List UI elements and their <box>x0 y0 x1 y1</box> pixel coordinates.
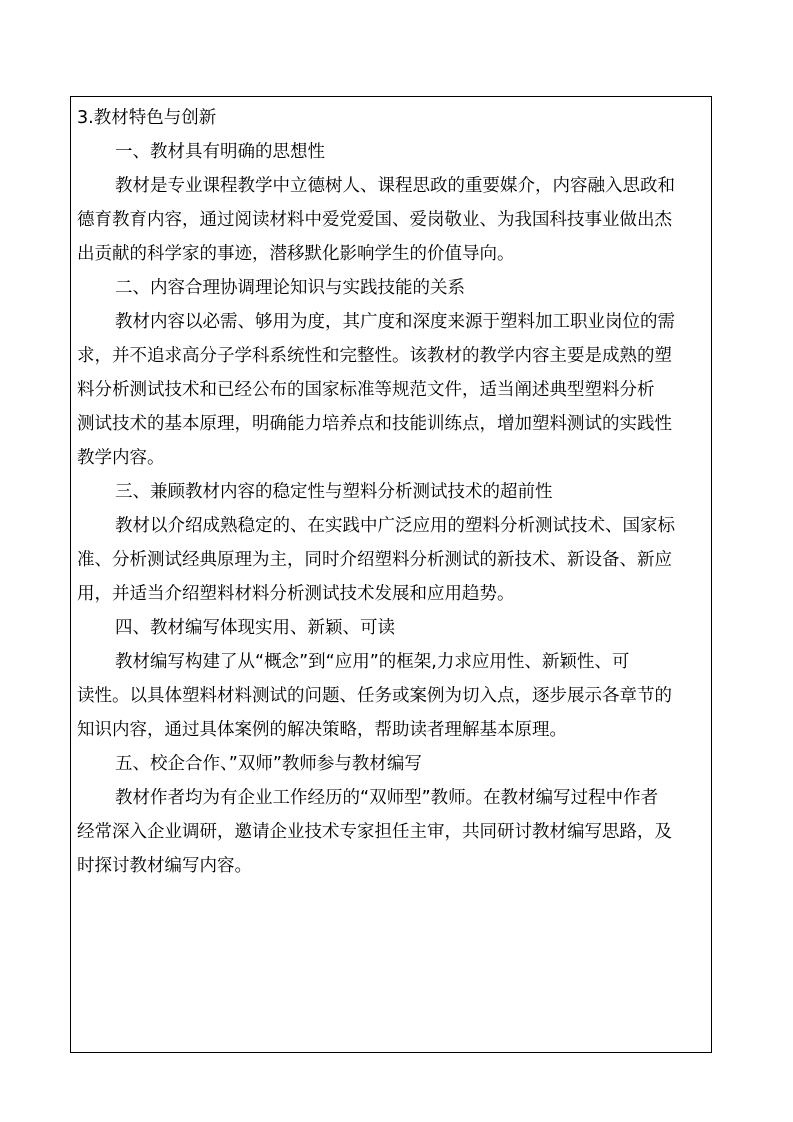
paragraph-line: 教材以介绍成熟稳定的、在实践中广泛应用的塑料分析测试技术、国家标 <box>115 516 675 536</box>
feature-paragraph <box>77 305 709 475</box>
feature-paragraph <box>77 169 709 271</box>
feature-heading: 五、校企合作、”双师”教师参与教材编写 <box>115 754 422 774</box>
paragraph-line: 测试技术的基本原理，明确能力培养点和技能训练点，增加塑料测试的实践性 <box>77 414 672 434</box>
paragraph-line: 经常深入企业调研，邀请企业技术专家担任主审，共同研讨教材编写思路，及 <box>77 822 672 842</box>
paragraph-line: 准、分析测试经典原理为主，同时介绍塑料分析测试的新技术、新设备、新应 <box>77 550 672 570</box>
feature-paragraph <box>77 509 709 611</box>
feature-paragraph <box>77 781 709 883</box>
paragraph-line: 教材内容以必需、够用为度，其广度和深度来源于塑料加工职业岗位的需 <box>115 312 675 332</box>
paragraph-line: 教材编写构建了从“概念”到“应用”的框架,力求应用性、新颖性、可 <box>115 652 630 672</box>
paragraph-line: 读性。以具体塑料材料测试的问题、任务或案例为切入点，逐步展示各章节的 <box>77 686 672 706</box>
paragraph-line: 教材是专业课程教学中立德树人、课程思政的重要媒介，内容融入思政和 <box>115 176 675 196</box>
paragraph-line: 出贡献的科学家的事迹，潜移默化影响学生的价值导向。 <box>77 244 515 264</box>
paragraph-line: 教材作者均为有企业工作经历的“双师型”教师。在教材编写过程中作者 <box>115 788 659 808</box>
paragraph-line: 知识内容，通过具体案例的解决策略，帮助读者理解基本原理。 <box>77 720 567 740</box>
paragraph-line: 德育教育内容，通过阅读材料中爱党爱国、爱岗敬业、为我国科技事业做出杰 <box>77 210 672 230</box>
feature-list <box>77 135 709 883</box>
section-title: 3.教材特色与创新 <box>77 108 217 128</box>
paragraph-line: 时探讨教材编写内容。 <box>77 856 252 876</box>
document-body <box>77 101 709 883</box>
paragraph-line: 料分析测试技术和已经公布的国家标准等规范文件，适当阐述典型塑料分析 <box>77 380 655 400</box>
paragraph-line: 教学内容。 <box>77 448 165 468</box>
paragraph-line: 用，并适当介绍塑料材料分析测试技术发展和应用趋势。 <box>77 584 515 604</box>
feature-paragraph <box>77 645 709 747</box>
feature-heading: 二、内容合理协调理论知识与实践技能的关系 <box>115 278 465 298</box>
paragraph-line: 求，并不追求高分子学科系统性和完整性。该教材的教学内容主要是成熟的塑 <box>77 346 672 366</box>
feature-heading: 一、教材具有明确的思想性 <box>115 142 325 162</box>
feature-heading: 三、兼顾教材内容的稳定性与塑料分析测试技术的超前性 <box>115 482 553 502</box>
feature-heading: 四、教材编写体现实用、新颖、可读 <box>115 618 395 638</box>
